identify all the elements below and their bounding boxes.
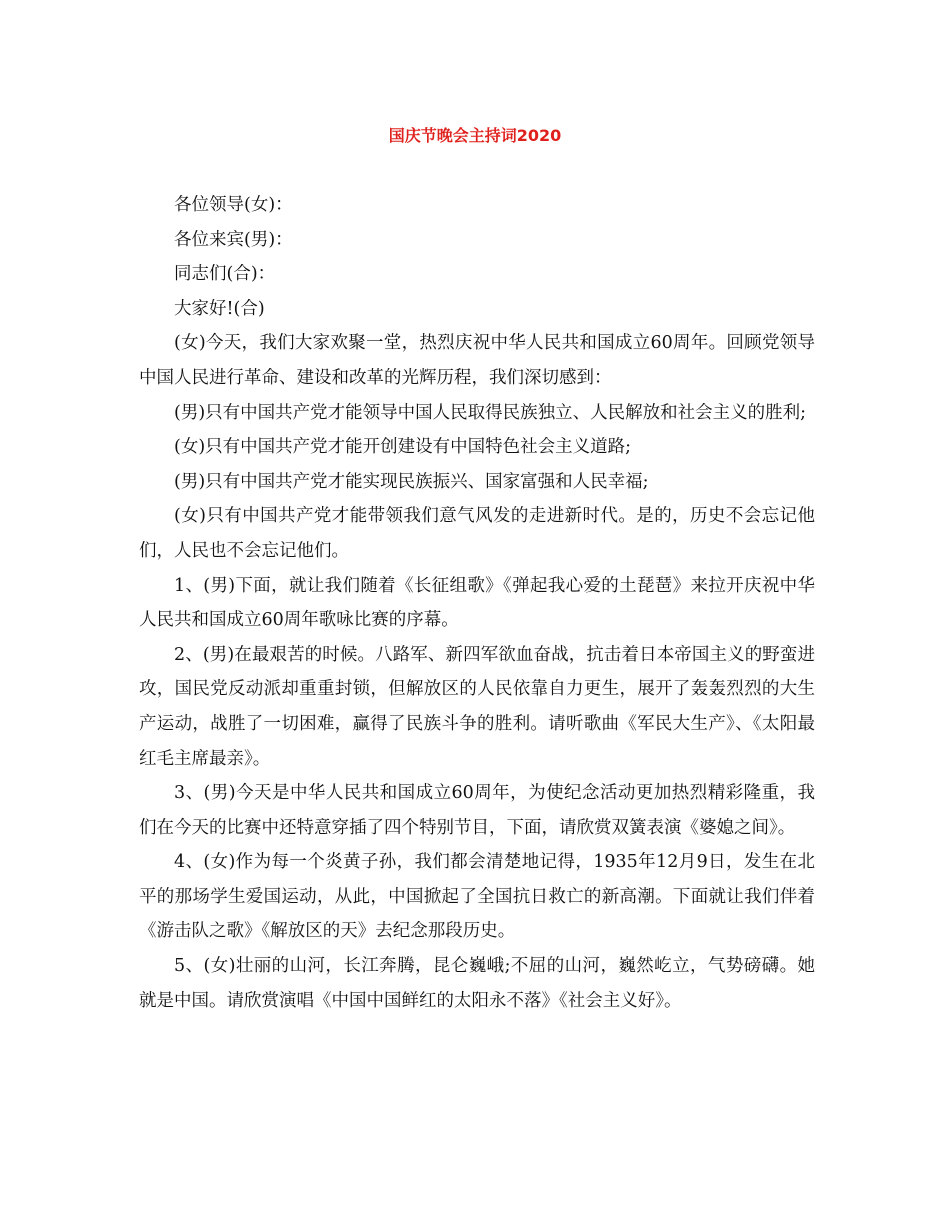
paragraph: 大家好!(合) (174, 298, 265, 319)
document-body (139, 188, 815, 1018)
paragraph: 4、(女)作为每一个炎黄子孙，我们都会清楚地记得，1935年12月9日，发生在北平的那场学生爱国运动，从此，中国掀起了全国抗日救亡的新高潮。下面就让我们伴着《游击队之歌》《解放区的天》去纪念那段历史。 (139, 852, 815, 942)
paragraph: (女)只有中国共产党才能带领我们意气风发的走进新时代。是的，历史不会忘记他们，人民也不会忘记他们。 (139, 506, 815, 561)
paragraph: 同志们(合)： (174, 264, 276, 285)
paragraph: 2、(男)在最艰苦的时候。八路军、新四军欲血奋战，抗击着日本帝国主义的野蛮进攻，国民党反动派却重重封锁，但解放区的人民依靠自力更生，展开了轰轰烈烈的大生产运动，战胜了一切困难，赢得了民族斗争的胜利。请听歌曲《军民大生产》、《太阳最红毛主席最亲》。 (139, 644, 815, 769)
paragraph: 3、(男)今天是中华人民共和国成立60周年，为使纪念活动更加热烈精彩隆重，我们在今天的比赛中还特意穿插了四个特别节目，下面，请欣赏双簧表演《婆媳之间》。 (139, 783, 815, 838)
paragraph: (女)今天，我们大家欢聚一堂，热烈庆祝中华人民共和国成立60周年。回顾党领导中国人民进行革命、建设和改革的光辉历程，我们深切感到： (139, 333, 815, 388)
document-title: 国庆节晚会主持词2020 (388, 126, 562, 145)
paragraph: 5、(女)壮丽的山河，长江奔腾，昆仑巍峨;不屈的山河，巍然屹立，气势磅礴。她就是中国。请欣赏演唱《中国中国鲜红的太阳永不落》《社会主义好》。 (139, 956, 815, 1011)
paragraph: 各位领导(女)： (174, 195, 293, 215)
paragraph: 1、(男)下面，就让我们随着《长征组歌》《弹起我心爱的土琵琶》来拉开庆祝中华人民共和国成立60周年歌咏比赛的序幕。 (139, 575, 815, 631)
paragraph: (男)只有中国共产党才能实现民族振兴、国家富强和人民幸福; (174, 471, 649, 492)
paragraph: 各位来宾(男)： (174, 229, 293, 250)
paragraph: (男)只有中国共产党才能领导中国人民取得民族独立、人民解放和社会主义的胜利; (174, 402, 807, 423)
paragraph: (女)只有中国共产党才能开创建设有中国特色社会主义道路; (174, 437, 632, 458)
